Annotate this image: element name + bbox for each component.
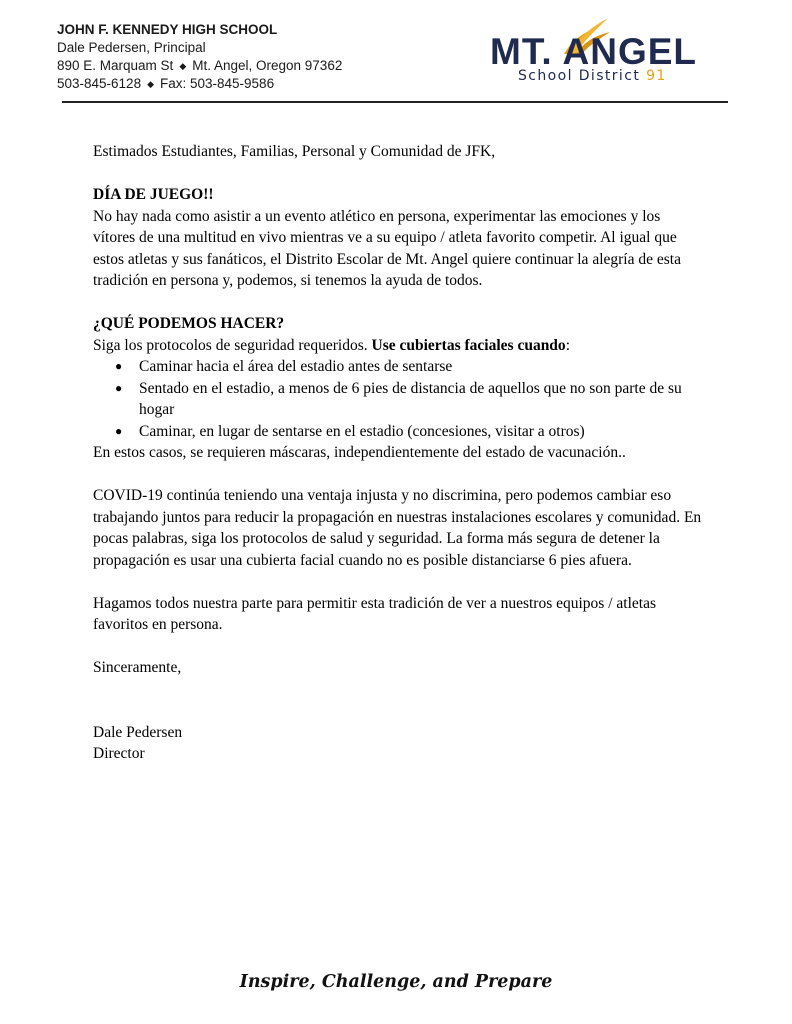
paragraph-intro: No hay nada como asistir a un evento atlético en persona, experimentar las emociones y los vítores de una multitud en vivo mientras ve a su equipo / atleta favorito competir. Al igual que estos atletas y sus fanáticos, el Distrito Escolar de Mt. Angel quiere continuar la alegría de esta tradición en persona y, podemos, si tenemos la ayuda de todos.	[93, 207, 681, 289]
letterhead-address	[57, 21, 342, 93]
masks-required-note: En estos casos, se requieren máscaras, independientemente del estado de vacunación..	[93, 444, 626, 461]
logo-wordmark: MT. ANGEL	[490, 31, 698, 72]
school-name: JOHN F. KENNEDY HIGH SCHOOL	[57, 22, 278, 37]
contact-line	[57, 75, 342, 93]
diamond-separator-icon: ◆	[179, 61, 187, 71]
street-address: 890 E. Marquam St	[57, 58, 174, 73]
signer-name: Dale Pedersen	[93, 723, 183, 741]
diamond-separator-icon: ◆	[147, 79, 154, 89]
city-address: Mt. Angel, Oregon 97362	[192, 58, 343, 73]
heading-what-can-we-do: ¿QUÉ PODEMOS HACER?	[93, 315, 285, 332]
footer-motto: Inspire, Challenge, and Prepare	[239, 972, 553, 992]
protocols-colon: :	[565, 336, 570, 354]
mask-situations-list	[115, 356, 705, 442]
protocols-text: Siga los protocolos de seguridad requeridos.	[93, 336, 372, 354]
phone-number: 503-845-6128	[57, 76, 142, 91]
heading-game-day: DÍA DE JUEGO!!	[93, 186, 214, 203]
greeting: Estimados Estudiantes, Familias, Personal y Comunidad de JFK,	[93, 143, 496, 160]
fax-number: Fax: 503-845-9586	[160, 76, 275, 91]
address-line	[57, 57, 342, 75]
protocols-bold: Use cubiertas faciales cuando	[371, 336, 566, 354]
logo-district-number: 91	[646, 68, 667, 84]
closing: Sinceramente,	[93, 659, 182, 676]
list-item: ● Sentado en el estadio, a menos de 6 pies de distancia de aquellos que no son parte de su hogar	[115, 378, 705, 421]
list-item: ● Caminar hacia el área del estadio antes de sentarse	[115, 356, 705, 378]
letter-body	[93, 141, 705, 765]
header-divider	[62, 101, 728, 103]
logo-subtitle-text: School District	[518, 68, 641, 84]
paragraph-covid: COVID-19 continúa teniendo una ventaja injusta y no discrimina, pero podemos cambiar eso trabajando juntos para reducir la propagación en nuestras instalaciones escolares y comunidad. En pocas palabras, siga los protocolos de salud y seguridad. La forma más segura de detener la propagación es usar una cubierta facial cuando no es posible distanciarse 6 pies afuera.	[93, 487, 702, 569]
list-item: ● Caminar, en lugar de sentarse en el estadio (concesiones, visitar a otros)	[115, 421, 705, 443]
protocols-line	[93, 335, 705, 357]
principal-line: Dale Pedersen, Principal	[57, 40, 206, 55]
paragraph-tradition: Hagamos todos nuestra parte para permitir esta tradición de ver a nuestros equipos / atletas favoritos en persona.	[93, 594, 656, 633]
signer-title: Director	[93, 745, 145, 762]
logo-subtitle	[518, 68, 667, 84]
district-logo	[490, 14, 720, 88]
